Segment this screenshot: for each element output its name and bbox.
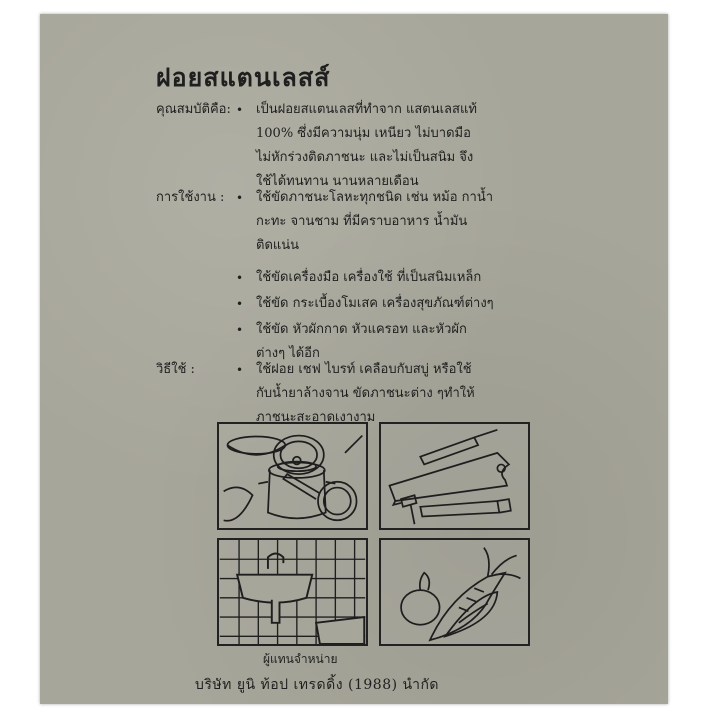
properties-line: ไม่หักร่วงติดภาชนะ และไม่เป็นสนิม จึง xyxy=(256,150,474,165)
method-label: วิธีใช้ : xyxy=(156,362,195,377)
properties-line: เป็นฝอยสแตนเลสที่ทำจาก แสตนเลสแท้ xyxy=(256,102,477,117)
bullet: • xyxy=(236,297,244,311)
properties-line: 100% ซึ่งมีความนุ่ม เหนียว ไม่บาดมือ xyxy=(256,126,471,141)
properties-line: ใช้ได้ทนทาน นานหลายเดือน xyxy=(256,174,419,189)
method-line: ภาชนะสะอาดเงางาม xyxy=(256,410,376,425)
bullet: • xyxy=(236,323,244,337)
bullet: • xyxy=(236,363,244,377)
usage-line: ติดแน่น xyxy=(256,238,300,253)
method-line: กับน้ำยาล้างจาน ขัดภาชนะต่าง ๆทำให้ xyxy=(256,386,475,401)
tools-icon xyxy=(379,422,530,530)
properties-label: คุณสมบัติคือ: xyxy=(156,102,231,117)
usage-line: ใช้ขัดภาชนะโลหะทุกชนิด เช่น หม้อ กาน้ำ xyxy=(256,190,494,205)
distributor-label: ผู้แทนจำหน่าย xyxy=(263,652,338,666)
usage-line: ต่างๆ ได้อีก xyxy=(256,346,320,361)
bullet: • xyxy=(236,103,244,117)
product-title: ฝอยสแตนเลสส์ xyxy=(156,63,331,92)
cookware-icon xyxy=(217,422,368,530)
method-line: ใช้ฝอย เชฟ ไบรท์ เคลือบกับสบู่ หรือใช้ xyxy=(256,362,472,377)
usage-line: ใช้ขัด กระเบื้องโมเสค เครื่องสุขภัณฑ์ต่างๆ xyxy=(256,296,494,311)
bathroom-icon xyxy=(217,538,368,646)
bullet: • xyxy=(236,271,244,285)
product-leaflet xyxy=(40,14,668,704)
usage-label: การใช้งาน : xyxy=(156,190,225,205)
usage-line: ใช้ขัด หัวผักกาด หัวแครอท และหัวผัก xyxy=(256,322,467,337)
usage-line: ใช้ขัดเครื่องมือ เครื่องใช้ ที่เป็นสนิมเหล็ก xyxy=(256,270,482,285)
vegetables-icon xyxy=(379,538,530,646)
usage-line: กะทะ จานชาม ที่มีคราบอาหาร น้ำมัน xyxy=(256,214,468,229)
company-name: บริษัท ยูนิ ท้อป เทรดดิ้ง (1988) นำกัด xyxy=(195,677,440,693)
bullet: • xyxy=(236,191,244,205)
